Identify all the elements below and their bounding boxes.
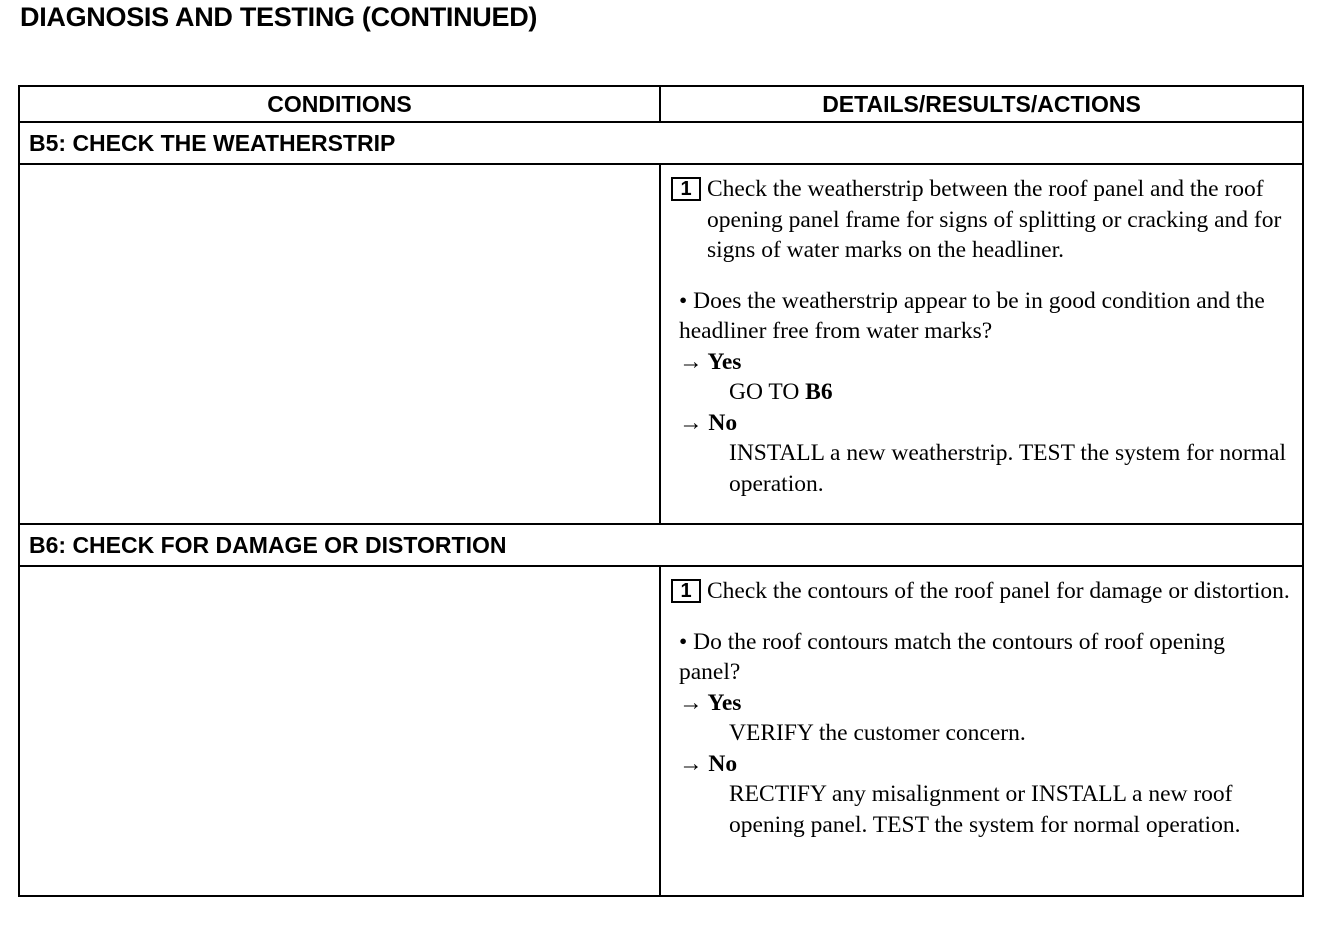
- no-branch-label: [671, 408, 1292, 439]
- section-body-row-b5: [19, 164, 1303, 524]
- yes-action: [671, 377, 1292, 408]
- details-cell-b6: [660, 566, 1303, 896]
- section-heading-row-b5: [19, 122, 1303, 164]
- section-heading-row-b6: [19, 524, 1303, 566]
- step-item-b6: [671, 576, 1292, 607]
- yes-branch-label: [671, 688, 1292, 719]
- conditions-cell-b5: [19, 164, 660, 524]
- step-text: Check the contours of the roof panel for damage or distortion.: [707, 578, 1290, 604]
- yes-action: VERIFY the customer concern.: [729, 720, 1026, 746]
- question-text: • Does the weatherstrip appear to be in good condition and the headliner free from water marks?: [679, 287, 1265, 344]
- details-cell-b5: [660, 164, 1303, 524]
- no-label: → No: [679, 750, 738, 777]
- step-number-badge: 1: [671, 177, 701, 201]
- conditions-column-header: CONDITIONS: [19, 86, 660, 122]
- no-action: INSTALL a new weatherstrip. TEST the system for normal operation.: [729, 440, 1286, 497]
- step-number-badge: 1: [671, 579, 701, 603]
- section-heading-b5: B5: CHECK THE WEATHERSTRIP: [19, 122, 1303, 164]
- table-header-row: [19, 86, 1303, 122]
- section-body-row-b6: [19, 566, 1303, 896]
- diagnosis-table: [18, 85, 1304, 897]
- no-label: → No: [679, 409, 738, 436]
- section-heading-b6: B6: CHECK FOR DAMAGE OR DISTORTION: [19, 524, 1303, 566]
- yes-action-text: GO TO: [729, 379, 806, 405]
- no-branch-label: [671, 749, 1292, 780]
- yes-label: → Yes: [679, 689, 742, 716]
- yes-branch-label: [671, 347, 1292, 378]
- details-column-header: DETAILS/RESULTS/ACTIONS: [660, 86, 1303, 122]
- step-item-b5: [671, 174, 1292, 266]
- page-title: DIAGNOSIS AND TESTING (CONTINUED): [20, 2, 538, 32]
- no-action: RECTIFY any misalignment or INSTALL a new roof opening panel. TEST the system for normal operation.: [729, 781, 1241, 838]
- yes-action-reference: B6: [805, 379, 833, 405]
- step-text: Check the weatherstrip between the roof panel and the roof opening panel frame for signs of splitting or cracking and for signs of water marks on the headliner.: [707, 176, 1282, 263]
- conditions-cell-b6: [19, 566, 660, 896]
- yes-label: → Yes: [679, 348, 742, 375]
- question-text: • Do the roof contours match the contours of roof opening panel?: [679, 628, 1225, 685]
